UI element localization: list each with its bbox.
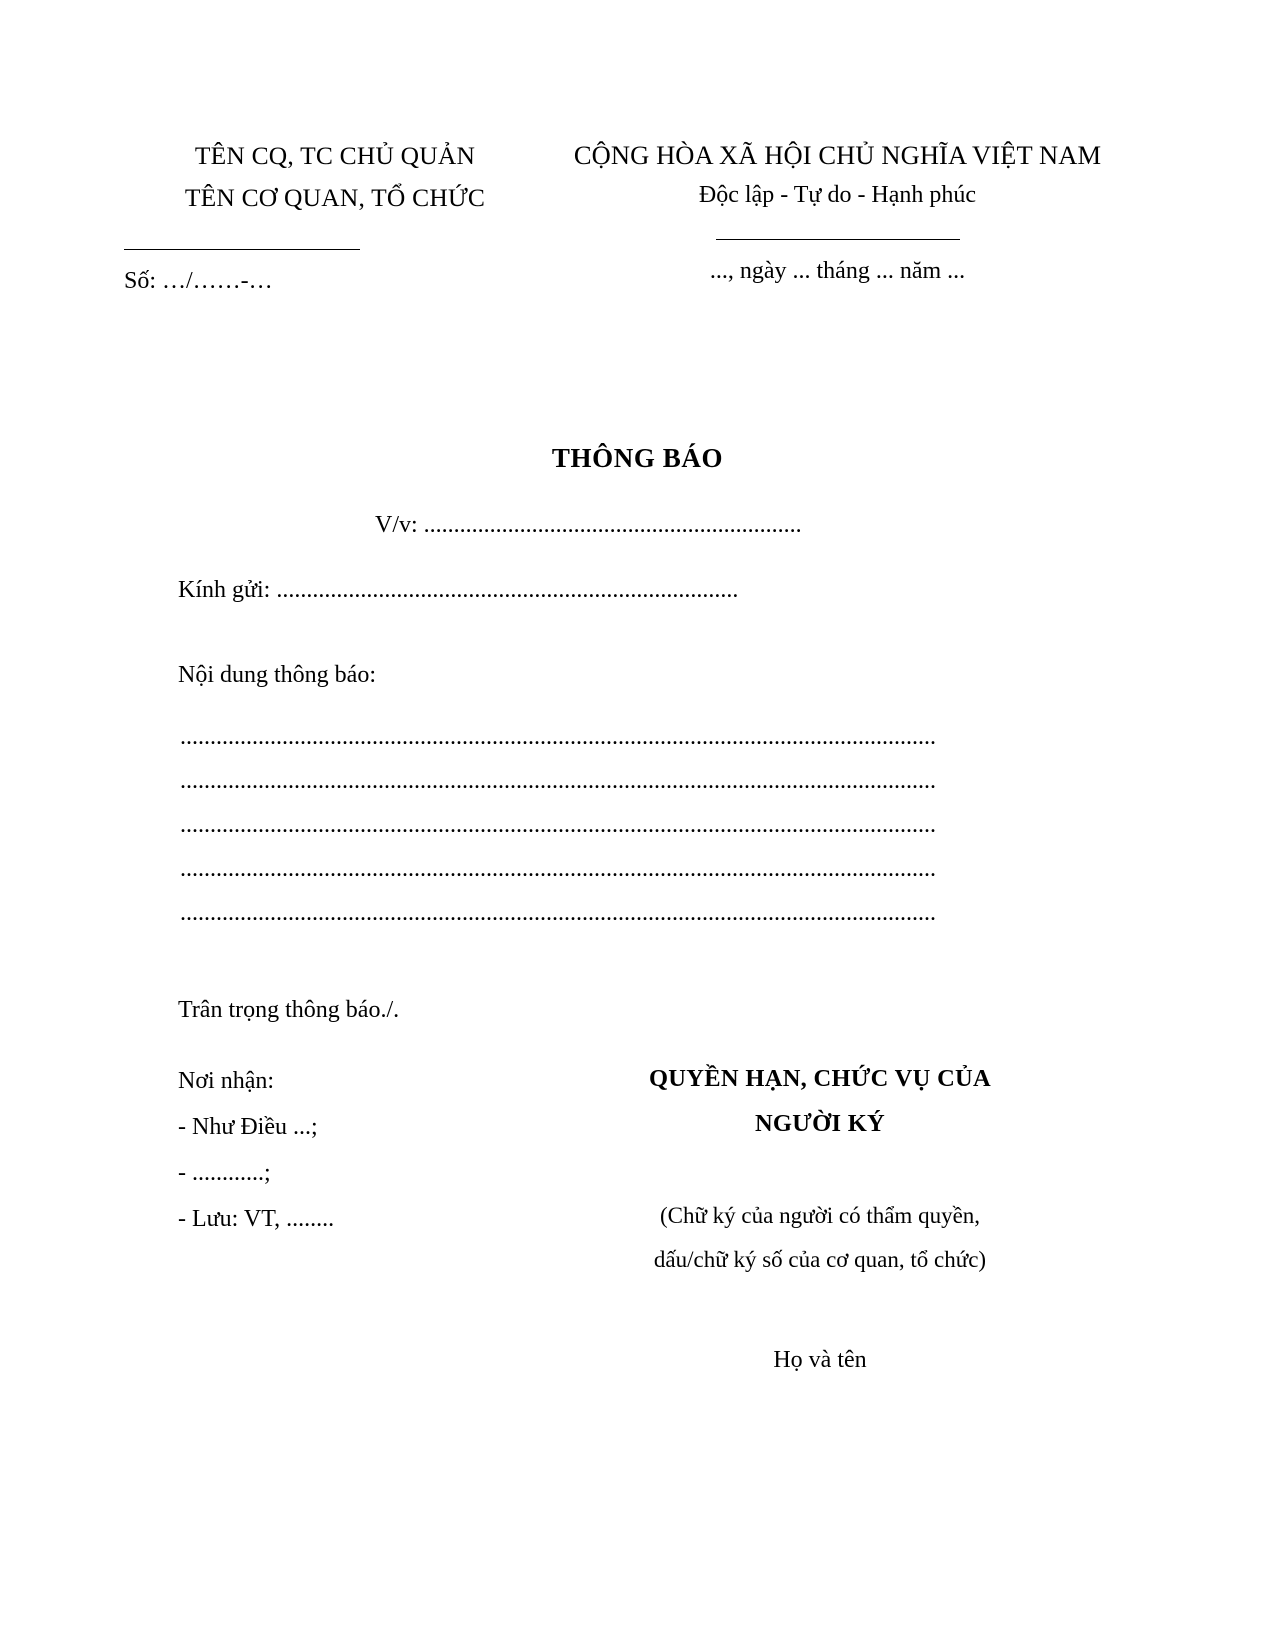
content-fill-in-line: .............................................................................................................................. <box>180 724 936 750</box>
content-fill-in-line: .............................................................................................................................. <box>180 856 936 882</box>
signature-instruction-note <box>600 1194 1040 1282</box>
national-motto: Độc lập - Tự do - Hạnh phúc <box>698 182 977 208</box>
addressee-line: Kính gửi: ............................................................................. <box>178 577 739 603</box>
recipients-list-item: - Như Điều ...; <box>178 1114 318 1140</box>
issuing-authority-block <box>120 135 550 300</box>
recipients-title: Nơi nhận: <box>178 1068 275 1094</box>
header-left-divider <box>124 249 360 250</box>
content-fill-in-line: .............................................................................................................................. <box>180 900 936 926</box>
recipients-list-item: - Lưu: VT, ........ <box>178 1206 335 1232</box>
signer-role-line-1: QUYỀN HẠN, CHỨC VỤ CỦA <box>648 1065 992 1092</box>
signer-role-line-2: NGƯỜI KÝ <box>754 1110 886 1137</box>
content-fill-in-area <box>180 715 995 935</box>
place-and-date-line: ..., ngày ... tháng ... năm ... <box>709 258 966 284</box>
signature-note-line-2: dấu/chữ ký số của cơ quan, tổ chức) <box>653 1247 987 1272</box>
content-label: Nội dung thông báo: <box>178 662 376 688</box>
signature-block <box>600 1056 1040 1380</box>
document-number-line: Số: …/……-… <box>124 268 273 294</box>
header-right-divider <box>716 239 960 240</box>
recipients-list-item: - ............; <box>178 1160 271 1186</box>
document-header <box>0 135 1275 300</box>
organization-name: TÊN CƠ QUAN, TỔ CHỨC <box>184 183 486 212</box>
parent-organization-name: TÊN CQ, TC CHỦ QUẢN <box>194 141 476 170</box>
signer-name-placeholder: Họ và tên <box>773 1347 867 1373</box>
recipients-block <box>178 1058 578 1242</box>
content-fill-in-line: .............................................................................................................................. <box>180 768 936 794</box>
content-fill-in-line: .............................................................................................................................. <box>180 812 936 838</box>
document-title: THÔNG BÁO <box>551 443 724 473</box>
national-title: CỘNG HÒA XÃ HỘI CHỦ NGHĨA VIỆT NAM <box>573 140 1102 170</box>
national-heading-block <box>550 135 1275 290</box>
closing-line: Trân trọng thông báo./. <box>178 997 400 1023</box>
signature-note-line-1: (Chữ ký của người có thẩm quyền, <box>659 1203 981 1228</box>
subject-line: V/v: ............................................................... <box>375 512 802 538</box>
